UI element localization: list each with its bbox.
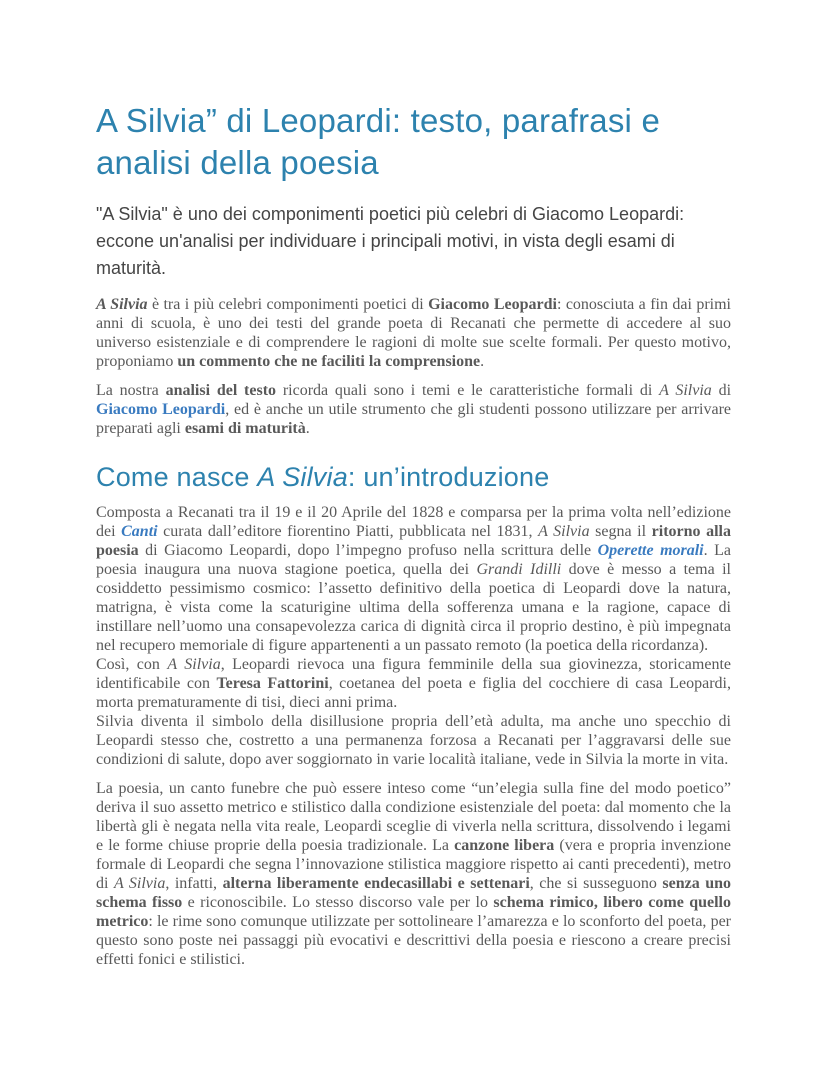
text-run: Così, con [96, 655, 168, 673]
text-run: Come nasce [96, 462, 258, 493]
inline-link[interactable]: Operette morali [597, 541, 704, 559]
text-run: di [711, 382, 732, 400]
text-run: di Giacomo Leopardi, dopo l’impegno profuso nella scrittura delle [138, 541, 598, 559]
text-run: , Leopardi rievoca una figura femminile della sua giovinezza, storicamente identificabile con [96, 655, 732, 692]
text-run: . [305, 420, 310, 438]
text-run: curata dall’editore fiorentino Piatti, pubblicata nel 1831, [157, 522, 539, 540]
text-run: canzone libera [454, 836, 555, 854]
text-run: e riconoscibile. Lo stesso discorso vale per lo [182, 893, 494, 911]
text-run: alterna liberamente endecasillabi e settenari [222, 874, 530, 892]
text-run: dove è messo a tema il cosiddetto pessimismo cosmico: l’assetto definitivo della poetica di Leopardi dove la natura, matrigna, è vista come la scaturigine ultima della sofferenza umana e la ragione, capace di instillare nell’uomo una consapevolezza carica di dignità circa il proprio destino, è più impegnata nel recupero memoriale di figure appartenenti a un passato remoto (la poetica della ricordanza). [96, 560, 731, 654]
paragraph-intro-1 [96, 295, 731, 371]
text-run: , coetanea del poeta e figlia del cocchiere di casa Leopardi, morta prematuramente di tisi, dieci anni prima. [96, 674, 731, 711]
paragraph-intro-2 [96, 381, 731, 438]
text-run: ricorda quali sono i temi e le caratteristiche formali di [276, 382, 660, 400]
text-run: un commento che ne faciliti la comprensione [177, 353, 481, 371]
text-run: La nostra [96, 382, 166, 400]
text-run: : un’introduzione [347, 462, 550, 493]
text-run: : conosciuta a fin dai primi anni di scuola, è uno dei testi del grande poeta di Recanati che permette di accedere al suo universo esistenziale e di comprendere le ragioni di molte sue scelte formali. Per questo motivo, proponiamo [96, 296, 732, 371]
text-run: A Silvia [659, 382, 712, 400]
text-run: , ed è anche un utile strumento che gli studenti possono utilizzare per arrivare preparati agli [96, 401, 732, 438]
text-run: esami di maturità [184, 420, 306, 438]
text-run: schema rimico, libero come quello metrico [96, 893, 732, 930]
text-run: : le rime sono comunque utilizzate per sottolineare l’amarezza e lo sconforto del poeta, per questo sono poste nei passaggi più evocativi e descrittivi della poesia e riescono a creare precisi effetti fonici e stilistici. [96, 912, 731, 968]
article-subtitle: "A Silvia" è uno dei componimenti poetici più celebri di Giacomo Leopardi: eccone un'analisi per individuare i principali motivi, in vista degli esami di maturità. [96, 204, 685, 279]
text-run: , che si susseguono [529, 874, 663, 892]
text-run: Grandi Idilli [476, 560, 562, 578]
text-run: (vera e propria invenzione formale di Leopardi che segna l’innovazione stilistica maggiore rispetto ai canti precedenti), metro di [96, 836, 731, 892]
text-run: A Silvia [257, 462, 348, 493]
page-title: A Silvia” di Leopardi: testo, parafrasi e analisi della poesia [96, 102, 660, 182]
text-run: La poesia, un canto funebre che può essere inteso come “un’elegia sulla fine del modo poetico” deriva il suo assetto metrico e stilistico dalla condizione esistenziale del poeta: dal momento che la libertà gli è negata nella vita reale, Leopardi sceglie di viverla nella scrittura, dissolvendo i legami e le forme chiuse proprie della poesia tradizionale. La [96, 779, 731, 854]
text-run: Composta a Recanati tra il 19 e il 20 Aprile del 1828 e comparsa per la prima volta nell’edizione dei [96, 503, 731, 540]
text-run: A Silvia [96, 296, 148, 314]
inline-link[interactable]: Giacomo Leopardi [96, 401, 226, 419]
text-run: è tra i più celebri componimenti poetici di [147, 296, 429, 314]
text-run: . [480, 353, 485, 371]
text-run: Giacomo Leopardi [428, 296, 557, 314]
text-run: analisi del testo [165, 382, 277, 400]
paragraph-section-1 [96, 503, 731, 769]
section-heading-come-nasce [96, 461, 731, 493]
text-run: Teresa Fattorini [216, 674, 329, 692]
text-run: A Silvia [538, 522, 590, 540]
paragraph-section-2 [96, 779, 731, 969]
inline-link[interactable]: Canti [121, 522, 158, 540]
text-run: A Silvia [167, 655, 221, 673]
text-run: segna il [589, 522, 652, 540]
text-run: ritorno alla poesia [96, 522, 731, 559]
text-run: . La poesia inaugura una nuova stagione poetica, quella dei [96, 541, 731, 578]
text-run: Silvia diventa il simbolo della disillusione propria dell’età adulta, ma anche uno specchio di Leopardi stesso che, costretto a una permanenza forzosa a Recanati per l’aggravarsi delle sue condizioni di salute, dopo aver soggiornato in varie località italiane, vede in Silvia la morte in vita. [96, 712, 731, 768]
text-run: A Silvia [113, 874, 166, 892]
text-run: , infatti, [165, 874, 223, 892]
text-run: senza uno schema fisso [96, 874, 732, 911]
